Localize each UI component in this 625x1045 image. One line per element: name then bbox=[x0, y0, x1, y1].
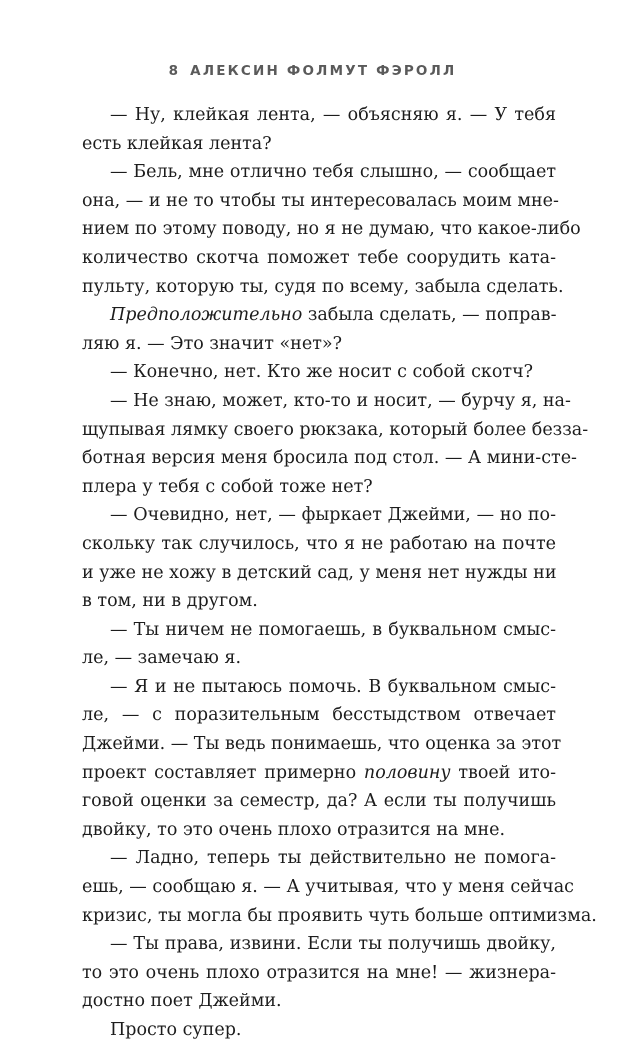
text-line: есть клейкая лента? bbox=[82, 133, 272, 154]
text-line: ле, — с поразительным бесстыдством отвечает bbox=[82, 705, 556, 726]
body-text bbox=[82, 101, 597, 1045]
line-text: проект составляет примерно bbox=[82, 762, 364, 783]
text-line bbox=[82, 759, 556, 788]
running-header bbox=[0, 63, 625, 79]
author-names: АЛЕКСИН ФОЛМУТ ФЭРОЛЛ bbox=[190, 63, 457, 79]
text-line: — Ты ничем не помогаешь, в буквальном смыс- bbox=[110, 619, 556, 640]
text-line: в том, ни в другом. bbox=[82, 591, 258, 612]
text-line: — Бель, мне отлично тебя слышно, — сообщает bbox=[110, 162, 556, 183]
text-line: она, — и не то чтобы ты интересовалась моим мне- bbox=[82, 190, 559, 211]
line-text: забыла сделать, — поправ- bbox=[302, 305, 557, 326]
text-line: достно поет Джейми. bbox=[82, 991, 282, 1012]
text-line: Джейми. — Ты ведь понимаешь, что оценка за этот bbox=[82, 734, 562, 755]
text-line: — Конечно, нет. Кто же носит с собой скотч? bbox=[110, 362, 534, 383]
text-line: ботная версия меня бросила под стол. — А мини-сте- bbox=[82, 448, 577, 469]
text-line: количество скотча поможет тебе соорудить ката- bbox=[82, 247, 556, 268]
text-line: говой оценки за семестр, да? А если ты получишь bbox=[82, 791, 556, 812]
text-line: Просто супер. bbox=[110, 1020, 242, 1040]
text-line: — Я и не пытаюсь помочь. В буквальном смыс- bbox=[110, 676, 556, 697]
text-line: ешь, — сообщаю я. — А учитывая, что у меня сейчас bbox=[82, 877, 574, 898]
text-line: щупывая лямку своего рюкзака, который более безза- bbox=[82, 419, 589, 440]
text-line: — Не знаю, может, кто-то и носит, — бурчу я, на- bbox=[110, 390, 571, 411]
text-line: — Ну, клейкая лента, — объясняю я. — У тебя bbox=[110, 105, 556, 125]
line-text: твоей ито- bbox=[450, 762, 556, 783]
text-line: — Ладно, теперь ты действительно не помога- bbox=[110, 848, 556, 869]
text-line: ле, — замечаю я. bbox=[82, 648, 242, 669]
text-line: двойку, то это очень плохо отразится на мне. bbox=[82, 819, 506, 840]
text-line: плера у тебя с собой тоже нет? bbox=[82, 476, 373, 497]
italic-word: половину bbox=[363, 762, 451, 783]
page-number: 8 bbox=[168, 63, 181, 79]
text-line: ляю я. — Это значит «нет»? bbox=[82, 333, 342, 354]
italic-word: Предположительно bbox=[110, 305, 303, 326]
text-line: кризис, ты могла бы проявить чуть больше оптимизма. bbox=[82, 905, 597, 926]
text-line: то это очень плохо отразится на мне! — жизнера- bbox=[82, 962, 556, 983]
text-line: — Ты права, извини. Если ты получишь двойку, bbox=[110, 934, 556, 955]
text-line: пульту, которую ты, судя по всему, забыла сделать. bbox=[82, 276, 564, 297]
text-line: скольку так случилось, что я не работаю на почте bbox=[82, 533, 556, 554]
text-line: — Очевидно, нет, — фыркает Джейми, — но по- bbox=[110, 505, 556, 526]
text-line: и уже не хожу в детский сад, у меня нет нужды ни bbox=[82, 562, 557, 583]
text-line: нием по этому поводу, но я не думаю, что какое-либо bbox=[82, 219, 581, 240]
text-line bbox=[82, 301, 556, 330]
